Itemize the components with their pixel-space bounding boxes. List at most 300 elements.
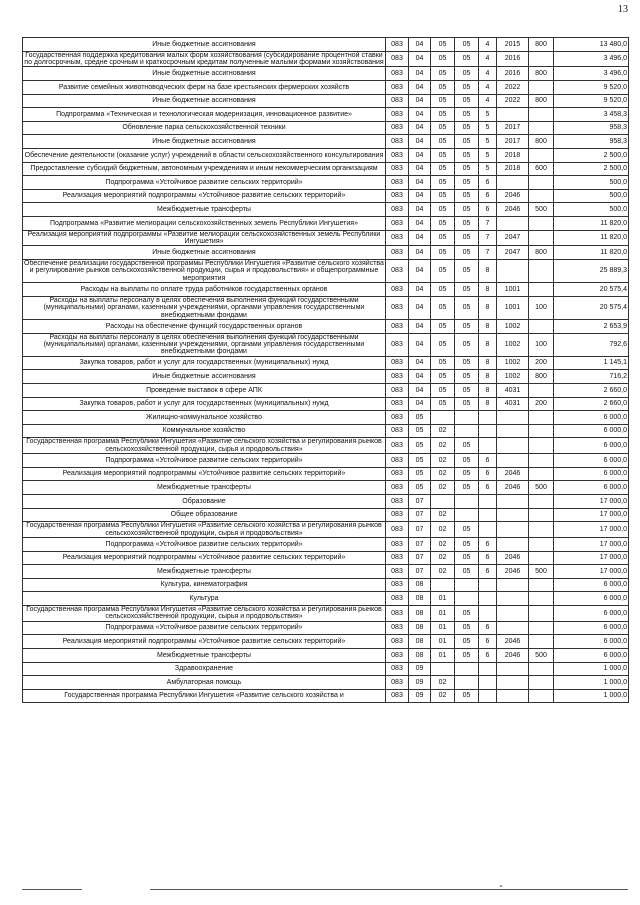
- code-gr: 083: [386, 578, 409, 592]
- code-subprogram: [479, 689, 497, 703]
- code-expense-type: [529, 635, 554, 649]
- code-program: 05: [455, 259, 479, 282]
- table-row: [23, 370, 629, 384]
- code-expense-type: [529, 51, 554, 67]
- code-subprogram: [479, 676, 497, 690]
- code-subprogram: 8: [479, 356, 497, 370]
- code-expense-type: [529, 424, 554, 438]
- code-program: 05: [455, 565, 479, 579]
- code-program: 05: [455, 148, 479, 162]
- code-direction: [497, 216, 529, 230]
- code-direction: 1001: [497, 283, 529, 297]
- row-name: Предоставление субсидий бюджетным, автономным учреждениям и иным некоммерческим организациям: [23, 162, 386, 176]
- code-program: 05: [455, 230, 479, 246]
- amount: 2 660,0: [554, 383, 629, 397]
- code-pr: 05: [431, 397, 455, 411]
- code-program: 05: [455, 283, 479, 297]
- code-gr: 083: [386, 51, 409, 67]
- code-expense-type: [529, 605, 554, 621]
- code-direction: 2017: [497, 135, 529, 149]
- code-program: 05: [455, 356, 479, 370]
- amount: 17 000,0: [554, 537, 629, 551]
- code-program: [455, 424, 479, 438]
- code-expense-type: 800: [529, 135, 554, 149]
- code-rz: 04: [409, 319, 431, 333]
- code-rz: 08: [409, 648, 431, 662]
- code-program: 05: [455, 383, 479, 397]
- code-rz: 04: [409, 162, 431, 176]
- table-row: [23, 94, 629, 108]
- code-expense-type: [529, 551, 554, 565]
- amount: 716,2: [554, 370, 629, 384]
- code-gr: 083: [386, 481, 409, 495]
- amount: 6 000,0: [554, 635, 629, 649]
- code-pr: 05: [431, 203, 455, 217]
- table-row: [23, 411, 629, 425]
- code-direction: 4031: [497, 383, 529, 397]
- row-name: Обеспечение реализации государственной программы Республики Ингушетия «Развитие сельского хозяйства и регулирование рынков сельскохозяйственной продукции, сырья и продовольствия» и общепрограммные мероприятия: [24, 259, 384, 282]
- code-program: [455, 676, 479, 690]
- code-subprogram: 6: [479, 467, 497, 481]
- code-expense-type: [529, 383, 554, 397]
- amount: 3 458,3: [554, 108, 629, 122]
- code-rz: 08: [409, 621, 431, 635]
- table-row: [23, 689, 629, 703]
- row-name: Жилищно-коммунальное хозяйство: [23, 411, 386, 425]
- code-gr: 083: [386, 551, 409, 565]
- code-gr: 083: [386, 438, 409, 454]
- code-expense-type: [529, 662, 554, 676]
- code-expense-type: [529, 230, 554, 246]
- amount: 6 000,0: [554, 438, 629, 454]
- code-pr: 05: [431, 246, 455, 260]
- code-expense-type: [529, 108, 554, 122]
- code-direction: [497, 176, 529, 190]
- code-gr: 083: [386, 537, 409, 551]
- code-subprogram: 6: [479, 648, 497, 662]
- table-row: [23, 383, 629, 397]
- code-direction: 2046: [497, 648, 529, 662]
- code-rz: 04: [409, 108, 431, 122]
- row-name: Иные бюджетные ассигнования: [23, 135, 386, 149]
- footer-rule-left: [22, 889, 82, 890]
- row-name: Обновление парка сельскохозяйственной техники: [23, 121, 386, 135]
- table-row: [23, 259, 629, 282]
- code-subprogram: [479, 522, 497, 538]
- table-row: [23, 333, 629, 356]
- code-program: 05: [455, 370, 479, 384]
- code-subprogram: 5: [479, 162, 497, 176]
- code-subprogram: 6: [479, 454, 497, 468]
- amount: 1 145,1: [554, 356, 629, 370]
- code-gr: 083: [386, 333, 409, 356]
- code-rz: 04: [409, 121, 431, 135]
- amount: 2 660,0: [554, 397, 629, 411]
- code-program: 05: [455, 397, 479, 411]
- code-pr: 05: [431, 67, 455, 81]
- code-direction: [497, 508, 529, 522]
- code-rz: 04: [409, 397, 431, 411]
- code-subprogram: 7: [479, 230, 497, 246]
- scan-speck: [500, 885, 502, 887]
- code-program: 05: [455, 438, 479, 454]
- code-gr: 083: [386, 676, 409, 690]
- code-program: 05: [455, 522, 479, 538]
- row-name: Здравоохранение: [23, 662, 386, 676]
- code-rz: 08: [409, 635, 431, 649]
- amount: 3 496,0: [554, 67, 629, 81]
- code-expense-type: [529, 621, 554, 635]
- code-direction: 4031: [497, 397, 529, 411]
- code-rz: 05: [409, 481, 431, 495]
- code-subprogram: 8: [479, 333, 497, 356]
- code-direction: [497, 108, 529, 122]
- code-subprogram: 5: [479, 108, 497, 122]
- code-pr: 05: [431, 383, 455, 397]
- table-row: [23, 356, 629, 370]
- table-row: [23, 676, 629, 690]
- code-pr: 02: [431, 676, 455, 690]
- table-row: [23, 51, 629, 67]
- row-name: Реализация мероприятий подпрограммы «Развитие мелиорации сельскохозяйственных земель Республики Ингушетия»: [23, 230, 386, 246]
- amount: 6 000,0: [554, 424, 629, 438]
- row-name: Реализация мероприятий подпрограммы «Устойчивое развитие сельских территорий»: [23, 635, 386, 649]
- code-program: 05: [455, 121, 479, 135]
- code-pr: 05: [431, 283, 455, 297]
- code-gr: 083: [386, 454, 409, 468]
- page-number: 13: [618, 4, 628, 15]
- code-gr: 083: [386, 397, 409, 411]
- amount: 11 820,0: [554, 216, 629, 230]
- code-rz: 04: [409, 67, 431, 81]
- code-gr: 083: [386, 259, 409, 282]
- table-row: [23, 319, 629, 333]
- code-subprogram: 6: [479, 203, 497, 217]
- code-subprogram: [479, 438, 497, 454]
- row-name: Межбюджетные трансферты: [23, 203, 386, 217]
- code-subprogram: 4: [479, 94, 497, 108]
- amount: 6 000,0: [554, 605, 629, 621]
- code-expense-type: 100: [529, 333, 554, 356]
- code-direction: 1002: [497, 319, 529, 333]
- code-subprogram: [479, 605, 497, 621]
- code-pr: 05: [431, 94, 455, 108]
- code-gr: 083: [386, 424, 409, 438]
- code-direction: [497, 438, 529, 454]
- code-pr: 05: [431, 176, 455, 190]
- amount: 11 820,0: [554, 230, 629, 246]
- row-name: Иные бюджетные ассигнования: [23, 246, 386, 260]
- amount: 6 000,0: [554, 454, 629, 468]
- code-direction: [497, 259, 529, 282]
- table-row: [23, 522, 629, 538]
- code-direction: [497, 454, 529, 468]
- code-program: 05: [455, 94, 479, 108]
- code-program: 05: [455, 135, 479, 149]
- table-row: [23, 635, 629, 649]
- code-direction: 2022: [497, 81, 529, 95]
- code-rz: 08: [409, 578, 431, 592]
- table-row: [23, 438, 629, 454]
- table-row: [23, 230, 629, 246]
- code-direction: 2046: [497, 551, 529, 565]
- code-rz: 07: [409, 551, 431, 565]
- code-expense-type: [529, 176, 554, 190]
- amount: 6 000,0: [554, 467, 629, 481]
- code-pr: 05: [431, 216, 455, 230]
- code-pr: 02: [431, 467, 455, 481]
- code-program: 05: [455, 176, 479, 190]
- code-direction: [497, 424, 529, 438]
- code-pr: 05: [431, 148, 455, 162]
- code-direction: 2046: [497, 203, 529, 217]
- code-subprogram: 5: [479, 135, 497, 149]
- code-gr: 083: [386, 356, 409, 370]
- table-row: [23, 296, 629, 319]
- code-program: 05: [455, 246, 479, 260]
- code-pr: 02: [431, 551, 455, 565]
- code-expense-type: [529, 592, 554, 606]
- code-gr: 083: [386, 635, 409, 649]
- code-expense-type: [529, 189, 554, 203]
- code-pr: 02: [431, 454, 455, 468]
- code-program: 05: [455, 189, 479, 203]
- table-row: [23, 67, 629, 81]
- amount: 6 000,0: [554, 648, 629, 662]
- amount: 1 000,0: [554, 676, 629, 690]
- code-rz: 05: [409, 454, 431, 468]
- code-subprogram: 8: [479, 397, 497, 411]
- code-subprogram: [479, 494, 497, 508]
- code-direction: 1002: [497, 370, 529, 384]
- code-pr: 05: [431, 370, 455, 384]
- code-subprogram: 4: [479, 51, 497, 67]
- code-program: [455, 592, 479, 606]
- amount: 20 575,4: [554, 296, 629, 319]
- code-rz: 04: [409, 246, 431, 260]
- code-subprogram: 6: [479, 176, 497, 190]
- code-expense-type: 800: [529, 246, 554, 260]
- code-pr: 01: [431, 592, 455, 606]
- table-row: [23, 108, 629, 122]
- code-program: [455, 494, 479, 508]
- code-direction: 2047: [497, 230, 529, 246]
- row-name: Расходы на выплаты персоналу в целях обеспечения выполнения функций государственными (муниципальными) органами, казенными учреждениями, органами управления государственными внебюджетными фондами: [23, 333, 386, 356]
- code-direction: 2046: [497, 189, 529, 203]
- code-program: 05: [455, 467, 479, 481]
- code-pr: 01: [431, 605, 455, 621]
- code-direction: 1001: [497, 296, 529, 319]
- row-name: Государственная программа Республики Ингушетия «Развитие сельского хозяйства и: [23, 689, 386, 703]
- code-program: 05: [455, 635, 479, 649]
- code-rz: 09: [409, 676, 431, 690]
- code-program: 05: [455, 296, 479, 319]
- code-subprogram: 8: [479, 259, 497, 282]
- code-program: 05: [455, 454, 479, 468]
- code-direction: 2047: [497, 246, 529, 260]
- code-pr: 05: [431, 319, 455, 333]
- code-subprogram: [479, 508, 497, 522]
- row-name: Подпрограмма «Устойчивое развитие сельских территорий»: [23, 176, 386, 190]
- code-expense-type: [529, 148, 554, 162]
- code-pr: 05: [431, 135, 455, 149]
- code-direction: 1002: [497, 356, 529, 370]
- row-name: Коммунальное хозяйство: [23, 424, 386, 438]
- code-subprogram: 4: [479, 81, 497, 95]
- amount: 6 000,0: [554, 578, 629, 592]
- code-expense-type: 600: [529, 162, 554, 176]
- table-row: [23, 162, 629, 176]
- code-pr: 05: [431, 259, 455, 282]
- code-program: 05: [455, 551, 479, 565]
- code-expense-type: 800: [529, 67, 554, 81]
- code-expense-type: [529, 467, 554, 481]
- code-direction: 1002: [497, 333, 529, 356]
- table-row: [23, 578, 629, 592]
- table-row: [23, 424, 629, 438]
- code-expense-type: 200: [529, 356, 554, 370]
- code-subprogram: 8: [479, 296, 497, 319]
- code-program: 05: [455, 108, 479, 122]
- row-name: Развитие семейных животноводческих ферм на базе крестьянских фермерских хозяйств: [23, 81, 386, 95]
- code-subprogram: 8: [479, 370, 497, 384]
- code-gr: 083: [386, 565, 409, 579]
- code-gr: 083: [386, 94, 409, 108]
- code-expense-type: [529, 508, 554, 522]
- table-row: [23, 203, 629, 217]
- code-rz: 04: [409, 81, 431, 95]
- code-direction: 2022: [497, 94, 529, 108]
- code-expense-type: [529, 81, 554, 95]
- code-gr: 083: [386, 383, 409, 397]
- code-gr: 083: [386, 592, 409, 606]
- code-rz: 04: [409, 230, 431, 246]
- code-rz: 04: [409, 259, 431, 282]
- code-rz: 04: [409, 296, 431, 319]
- table-row: [23, 121, 629, 135]
- amount: 11 820,0: [554, 246, 629, 260]
- code-rz: 04: [409, 383, 431, 397]
- code-expense-type: 800: [529, 94, 554, 108]
- code-rz: 04: [409, 148, 431, 162]
- code-rz: 09: [409, 662, 431, 676]
- code-program: 05: [455, 38, 479, 52]
- code-expense-type: [529, 676, 554, 690]
- code-gr: 083: [386, 38, 409, 52]
- table-row: [23, 189, 629, 203]
- amount: 2 500,0: [554, 148, 629, 162]
- code-pr: 05: [431, 189, 455, 203]
- row-name: Государственная программа Республики Ингушетия «Развитие сельского хозяйства и регулирования рынков сельскохозяйственной продукции, сырья и продовольствия»: [23, 522, 386, 538]
- code-rz: 04: [409, 135, 431, 149]
- row-name: Подпрограмма «Устойчивое развитие сельских территорий»: [23, 454, 386, 468]
- code-direction: 2046: [497, 467, 529, 481]
- row-name: Проведение выставок в сфере АПК: [23, 383, 386, 397]
- code-direction: 2046: [497, 565, 529, 579]
- code-gr: 083: [386, 370, 409, 384]
- code-direction: 2018: [497, 162, 529, 176]
- code-expense-type: [529, 283, 554, 297]
- code-subprogram: 6: [479, 481, 497, 495]
- code-gr: 083: [386, 662, 409, 676]
- amount: 9 520,0: [554, 81, 629, 95]
- code-pr: 02: [431, 508, 455, 522]
- code-direction: [497, 662, 529, 676]
- code-expense-type: 800: [529, 38, 554, 52]
- code-rz: 07: [409, 508, 431, 522]
- code-expense-type: 500: [529, 565, 554, 579]
- code-pr: 02: [431, 481, 455, 495]
- code-gr: 083: [386, 176, 409, 190]
- code-direction: [497, 689, 529, 703]
- code-subprogram: 5: [479, 121, 497, 135]
- code-program: [455, 508, 479, 522]
- amount: 6 000,0: [554, 621, 629, 635]
- code-pr: 05: [431, 356, 455, 370]
- code-expense-type: [529, 537, 554, 551]
- table-row: [23, 481, 629, 495]
- code-pr: 02: [431, 438, 455, 454]
- amount: 17 000,0: [554, 565, 629, 579]
- code-gr: 083: [386, 81, 409, 95]
- row-name: Иные бюджетные ассигнования: [23, 94, 386, 108]
- code-pr: [431, 411, 455, 425]
- code-expense-type: 500: [529, 481, 554, 495]
- code-direction: 2016: [497, 51, 529, 67]
- row-name: Государственная поддержка кредитования малых форм хозяйствования (субсидирование процентной ставки по долгосрочным, средне срочным и краткосрочным кредитам полученные малыми формами хозяйствования: [24, 51, 384, 66]
- code-rz: 05: [409, 438, 431, 454]
- code-pr: 01: [431, 635, 455, 649]
- code-direction: [497, 676, 529, 690]
- table-row: [23, 508, 629, 522]
- code-rz: 04: [409, 189, 431, 203]
- code-subprogram: 7: [479, 216, 497, 230]
- code-expense-type: [529, 438, 554, 454]
- row-name: Межбюджетные трансферты: [23, 648, 386, 662]
- table-row: [23, 551, 629, 565]
- table-row: [23, 621, 629, 635]
- code-expense-type: [529, 454, 554, 468]
- code-subprogram: 8: [479, 383, 497, 397]
- amount: 6 000,0: [554, 592, 629, 606]
- code-rz: 05: [409, 424, 431, 438]
- amount: 6 000,0: [554, 481, 629, 495]
- code-subprogram: 5: [479, 148, 497, 162]
- row-name: Закупка товаров, работ и услуг для государственных (муниципальных) нужд: [23, 356, 386, 370]
- code-rz: 05: [409, 411, 431, 425]
- code-rz: 07: [409, 494, 431, 508]
- table-row: [23, 537, 629, 551]
- row-name: Образование: [23, 494, 386, 508]
- code-rz: 07: [409, 522, 431, 538]
- code-gr: 083: [386, 216, 409, 230]
- table-row: [23, 662, 629, 676]
- code-direction: 2016: [497, 67, 529, 81]
- code-subprogram: 6: [479, 189, 497, 203]
- table-row: [23, 605, 629, 621]
- table-row: [23, 494, 629, 508]
- code-direction: 2018: [497, 148, 529, 162]
- amount: 25 889,3: [554, 259, 629, 282]
- code-gr: 083: [386, 230, 409, 246]
- code-direction: [497, 578, 529, 592]
- code-gr: 083: [386, 411, 409, 425]
- code-pr: 05: [431, 38, 455, 52]
- code-program: 05: [455, 605, 479, 621]
- amount: 13 480,0: [554, 38, 629, 52]
- code-program: 05: [455, 319, 479, 333]
- row-name: Подпрограмма «Техническая и технологическая модернизация, инновационное развитие»: [23, 108, 386, 122]
